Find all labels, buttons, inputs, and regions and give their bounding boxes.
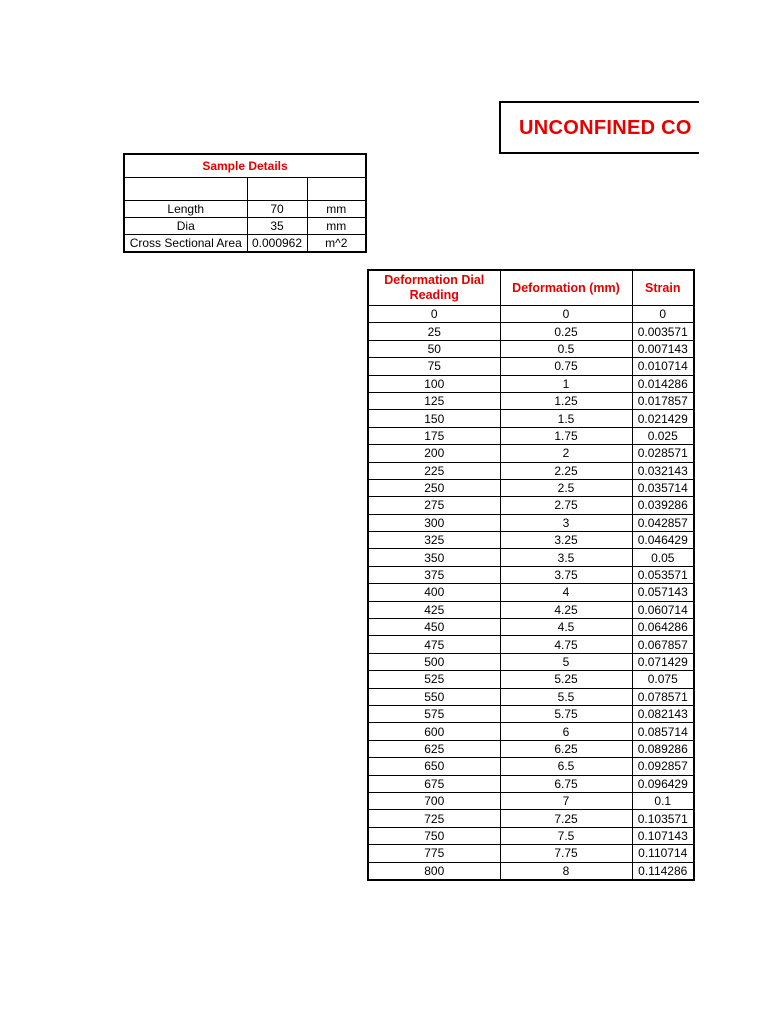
- table-row: [368, 532, 694, 549]
- dial-reading-cell: 350: [368, 549, 500, 566]
- strain-cell: 0.057143: [632, 584, 694, 601]
- sample-unit: m^2: [307, 235, 366, 253]
- strain-cell: 0: [632, 306, 694, 323]
- table-row: [368, 340, 694, 357]
- table-row: [368, 601, 694, 618]
- sample-label: Dia: [124, 218, 247, 235]
- deformation-cell: 8: [500, 862, 632, 880]
- col-header-deformation: Deformation (mm): [500, 270, 632, 306]
- strain-cell: 0.067857: [632, 636, 694, 653]
- strain-cell: 0.075: [632, 671, 694, 688]
- table-row: [368, 462, 694, 479]
- strain-cell: 0.1: [632, 792, 694, 809]
- dial-reading-cell: 0: [368, 306, 500, 323]
- table-row: [368, 845, 694, 862]
- strain-cell: 0.042857: [632, 514, 694, 531]
- deformation-cell: 4.75: [500, 636, 632, 653]
- strain-cell: 0.039286: [632, 497, 694, 514]
- blank-cell: [247, 178, 307, 201]
- dial-reading-cell: 500: [368, 653, 500, 670]
- sample-label: Cross Sectional Area: [124, 235, 247, 253]
- deformation-cell: 5.5: [500, 688, 632, 705]
- sample-unit: mm: [307, 218, 366, 235]
- dial-reading-cell: 575: [368, 705, 500, 722]
- strain-cell: 0.085714: [632, 723, 694, 740]
- deformation-cell: 3: [500, 514, 632, 531]
- deformation-cell: 5.75: [500, 705, 632, 722]
- deformation-cell: 5: [500, 653, 632, 670]
- sample-value: 0.000962: [247, 235, 307, 253]
- deformation-cell: 3.25: [500, 532, 632, 549]
- deformation-cell: 2.75: [500, 497, 632, 514]
- dial-reading-cell: 300: [368, 514, 500, 531]
- table-row: [368, 584, 694, 601]
- dial-reading-cell: 425: [368, 601, 500, 618]
- deformation-cell: 6.5: [500, 758, 632, 775]
- strain-cell: 0.017857: [632, 392, 694, 409]
- deformation-cell: 6.75: [500, 775, 632, 792]
- sample-details-table: [123, 153, 367, 253]
- strain-cell: 0.010714: [632, 358, 694, 375]
- deformation-cell: 1: [500, 375, 632, 392]
- table-row: [368, 549, 694, 566]
- table-row: [368, 619, 694, 636]
- deformation-cell: 6.25: [500, 740, 632, 757]
- table-row: [368, 392, 694, 409]
- table-row: [368, 653, 694, 670]
- table-row: [368, 410, 694, 427]
- table-row: [368, 323, 694, 340]
- table-row: [368, 758, 694, 775]
- sample-unit: mm: [307, 201, 366, 218]
- deformation-cell: 2.25: [500, 462, 632, 479]
- strain-cell: 0.103571: [632, 810, 694, 827]
- deformation-header-row: [368, 270, 694, 306]
- table-row: [368, 636, 694, 653]
- strain-cell: 0.014286: [632, 375, 694, 392]
- deformation-table: [367, 269, 695, 881]
- dial-reading-cell: 225: [368, 462, 500, 479]
- deformation-cell: 5.25: [500, 671, 632, 688]
- dial-reading-cell: 50: [368, 340, 500, 357]
- strain-cell: 0.096429: [632, 775, 694, 792]
- strain-cell: 0.114286: [632, 862, 694, 880]
- strain-cell: 0.107143: [632, 827, 694, 844]
- dial-reading-cell: 375: [368, 566, 500, 583]
- table-row: [368, 479, 694, 496]
- table-row: [368, 740, 694, 757]
- table-row: [368, 497, 694, 514]
- deformation-cell: 1.25: [500, 392, 632, 409]
- strain-cell: 0.035714: [632, 479, 694, 496]
- strain-cell: 0.007143: [632, 340, 694, 357]
- strain-cell: 0.025: [632, 427, 694, 444]
- strain-cell: 0.028571: [632, 445, 694, 462]
- dial-reading-cell: 75: [368, 358, 500, 375]
- sample-value: 70: [247, 201, 307, 218]
- strain-cell: 0.078571: [632, 688, 694, 705]
- strain-cell: 0.003571: [632, 323, 694, 340]
- deformation-cell: 7: [500, 792, 632, 809]
- dial-reading-cell: 600: [368, 723, 500, 740]
- deformation-cell: 0.75: [500, 358, 632, 375]
- dial-reading-cell: 775: [368, 845, 500, 862]
- table-row: [368, 705, 694, 722]
- table-row: [368, 306, 694, 323]
- deformation-cell: 1.5: [500, 410, 632, 427]
- strain-cell: 0.053571: [632, 566, 694, 583]
- table-row: [368, 445, 694, 462]
- strain-cell: 0.064286: [632, 619, 694, 636]
- table-row: [368, 792, 694, 809]
- table-row: [368, 427, 694, 444]
- dial-reading-cell: 275: [368, 497, 500, 514]
- deformation-table-body: [368, 306, 694, 880]
- sample-label: Length: [124, 201, 247, 218]
- table-row: [368, 827, 694, 844]
- deformation-cell: 4: [500, 584, 632, 601]
- strain-cell: 0.021429: [632, 410, 694, 427]
- strain-cell: 0.032143: [632, 462, 694, 479]
- deformation-cell: 7.5: [500, 827, 632, 844]
- dial-reading-cell: 800: [368, 862, 500, 880]
- col-header-dial-reading: Deformation Dial Reading: [368, 270, 500, 306]
- deformation-cell: 0.25: [500, 323, 632, 340]
- col-header-strain: Strain: [632, 270, 694, 306]
- strain-cell: 0.05: [632, 549, 694, 566]
- dial-reading-cell: 750: [368, 827, 500, 844]
- strain-cell: 0.082143: [632, 705, 694, 722]
- page-title: UNCONFINED CO: [519, 117, 692, 139]
- sample-row-area: [124, 235, 366, 253]
- dial-reading-cell: 100: [368, 375, 500, 392]
- strain-cell: 0.060714: [632, 601, 694, 618]
- table-row: [368, 671, 694, 688]
- dial-reading-cell: 525: [368, 671, 500, 688]
- dial-reading-cell: 250: [368, 479, 500, 496]
- blank-cell: [124, 178, 247, 201]
- sample-blank-row: [124, 178, 366, 201]
- dial-reading-cell: 725: [368, 810, 500, 827]
- sample-value: 35: [247, 218, 307, 235]
- dial-reading-cell: 700: [368, 792, 500, 809]
- sample-row-length: [124, 201, 366, 218]
- strain-cell: 0.110714: [632, 845, 694, 862]
- table-row: [368, 723, 694, 740]
- dial-reading-cell: 150: [368, 410, 500, 427]
- sample-row-dia: [124, 218, 366, 235]
- deformation-cell: 2: [500, 445, 632, 462]
- strain-cell: 0.046429: [632, 532, 694, 549]
- dial-reading-cell: 625: [368, 740, 500, 757]
- deformation-cell: 6: [500, 723, 632, 740]
- dial-reading-cell: 650: [368, 758, 500, 775]
- dial-reading-cell: 475: [368, 636, 500, 653]
- deformation-cell: 4.5: [500, 619, 632, 636]
- dial-reading-cell: 450: [368, 619, 500, 636]
- dial-reading-cell: 175: [368, 427, 500, 444]
- strain-cell: 0.092857: [632, 758, 694, 775]
- dial-reading-cell: 125: [368, 392, 500, 409]
- deformation-cell: 3.5: [500, 549, 632, 566]
- table-row: [368, 566, 694, 583]
- deformation-cell: 3.75: [500, 566, 632, 583]
- table-row: [368, 358, 694, 375]
- strain-cell: 0.071429: [632, 653, 694, 670]
- blank-cell: [307, 178, 366, 201]
- dial-reading-cell: 400: [368, 584, 500, 601]
- dial-reading-cell: 550: [368, 688, 500, 705]
- table-row: [368, 862, 694, 880]
- table-row: [368, 775, 694, 792]
- strain-cell: 0.089286: [632, 740, 694, 757]
- table-row: [368, 810, 694, 827]
- dial-reading-cell: 675: [368, 775, 500, 792]
- table-row: [368, 375, 694, 392]
- deformation-cell: 0: [500, 306, 632, 323]
- deformation-cell: 1.75: [500, 427, 632, 444]
- deformation-cell: 2.5: [500, 479, 632, 496]
- dial-reading-cell: 200: [368, 445, 500, 462]
- dial-reading-cell: 25: [368, 323, 500, 340]
- sample-header-row: [124, 154, 366, 178]
- table-row: [368, 514, 694, 531]
- title-box: [499, 101, 699, 154]
- sample-header: Sample Details: [124, 154, 366, 178]
- deformation-cell: 7.75: [500, 845, 632, 862]
- deformation-cell: 7.25: [500, 810, 632, 827]
- deformation-cell: 4.25: [500, 601, 632, 618]
- table-row: [368, 688, 694, 705]
- dial-reading-cell: 325: [368, 532, 500, 549]
- deformation-cell: 0.5: [500, 340, 632, 357]
